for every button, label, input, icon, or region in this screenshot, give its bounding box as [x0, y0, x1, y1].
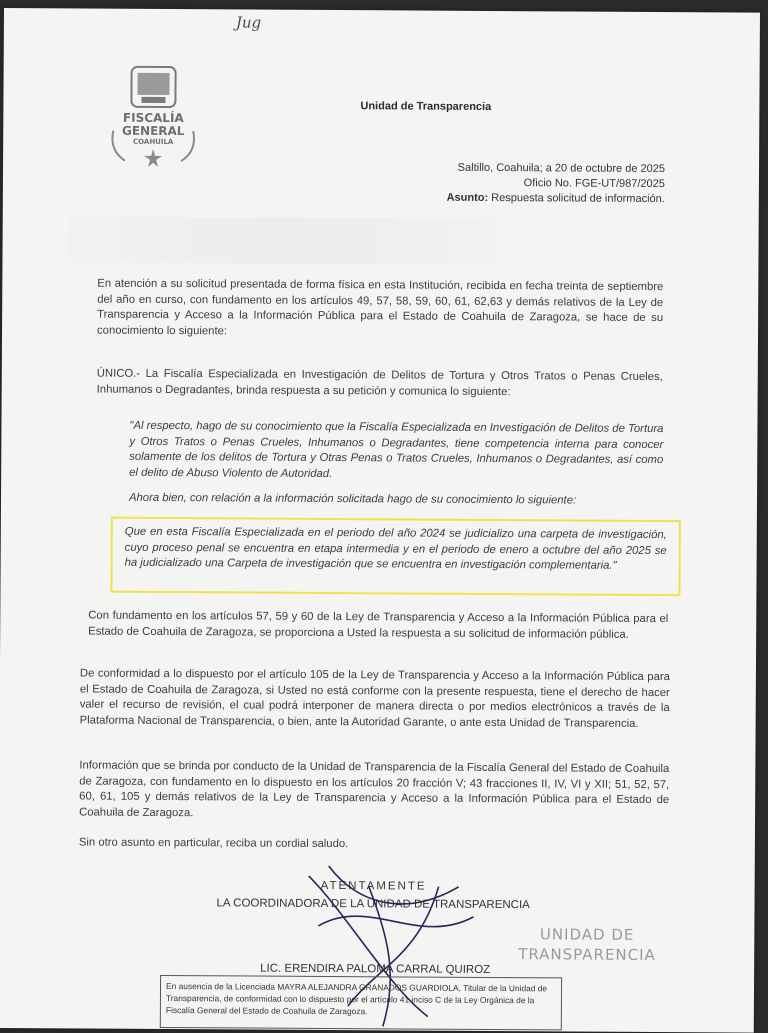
logo-line-3: COAHUILA	[132, 137, 174, 147]
intro-paragraph: En atención a su solicitud presentada de forma física en esta Institución, recibida en fecha treinta de septiembre del año en curso, con fundamento en los artículos 49, 57, 58, 59, 60, 61, 62,63 y demás relativos de la Ley de Transparencia y Acceso a la Información Pública para el Estado de Coahuila de Zaragoza, se hace de su conocimiento lo siguiente:	[96, 277, 664, 337]
redacted-area	[67, 216, 497, 265]
quote-intro: Ahora bien, con relación a la información solicitada hago de su conocimiento lo siguiente:	[128, 491, 577, 507]
signer-name: LIC. ERENDIRA PALOMA CARRAL QUIROZ	[260, 962, 491, 976]
quote-answer: Que en esta Fiscalía Especializada en el periodo del año 2024 se judicializo una carpeta de investigación, cuyo proceso penal se encuentra en etapa intermedia y en el periodo de enero a octubre del año 2025 se ha judicializado una Carpeta de investigación que se encuentra en investigación complementaria."	[124, 525, 667, 572]
unico-paragraph: ÚNICO.- La Fiscalía Especializada en Investigación de Delitos de Tortura y Otros Tratos o Penas Crueles, Inhumanos o Degradantes, brinda respuesta a su petición y comunica lo siguiente:	[96, 367, 663, 398]
logo-line-2: GENERAL	[121, 123, 185, 139]
fiscalia-logo	[103, 61, 204, 172]
closing-word: ATENTAMENTE	[320, 879, 427, 893]
closing-paragraph: Sin otro asunto en particular, reciba un cordial saludo.	[78, 836, 349, 851]
quote-competencia: "Al respecto, hago de su conocimiento que la Fiscalía Especializada en Investigación de Delitos de Tortura y Otros Tratos o Penas Crueles, Inhumanos o Degradantes, tiene competencia interna para conocer solamente de los delitos de Tortura y Otras Penas o Tratos Crueles, Inhumanos o Degradantes, así como el delito de Abuso Violento de Autoridad.	[129, 419, 664, 480]
oficio-number: Oficio No. FGE-UT/987/2025	[523, 177, 665, 191]
handwritten-note: Jug	[235, 13, 262, 32]
stamp-line-2: TRANSPARENCIA	[518, 945, 656, 964]
stamp-line-1: UNIDAD DE	[539, 925, 635, 944]
logo-line-1: FISCALÍA	[122, 110, 184, 126]
document-meta	[413, 161, 665, 208]
signer-role: LA COORDINADORA DE LA UNIDAD DE TRANSPARENCIA	[216, 897, 530, 912]
unit-title: Unidad de Transparencia	[360, 100, 492, 113]
unidad-stamp	[518, 924, 656, 965]
asunto-line	[413, 191, 665, 208]
informacion-paragraph: Información que se brinda por conducto de la Unidad de Transparencia de la Fiscalía General del Estado de Coahuila de Zaragoza, con fundamento en lo dispuesto en los artículos 20 fracción V; 43 fracciones II, IV, VI y XII; 51, 52, 57, 60, 61, 105 y demás relativos de la Ley de Transparencia y Acceso a la Información Pública para el Estado de Coahuila de Zaragoza.	[79, 759, 670, 819]
document-page	[0, 8, 760, 1033]
fundamento-paragraph: Con fundamento en los artículos 57, 59 y 60 de la Ley de Transparencia y Acceso a la Información Pública para el Estado de Coahuila de Zaragoza, se proporciona a Usted la respuesta a su solicitud de información pública.	[88, 609, 669, 641]
footnote-text: En ausencia de la Licenciada MAYRA ALEJANDRA GRANADOS GUARDIOLA, Titular de la Unidad de Transparencia, de conformidad con lo dispuesto por el artículo 41 inciso C de la Ley Orgánica de la Fiscalía General del Estado de Coahuila de Zaragoza.	[165, 981, 548, 1017]
asunto-value: Respuesta solicitud de información.	[491, 191, 665, 206]
asunto-label: Asunto:	[446, 191, 489, 204]
recurso-paragraph: De conformidad a lo dispuesto por el artículo 105 de la Ley de Transparencia y Acceso a la Información Pública para el Estado de Coahuila de Zaragoza, si Usted no está conforme con la presente respuesta, tiene el derecho de hacer valer el recurso de revisión, el cual podrá interponer de manera directa o por medios electrónicos a través de la Plataforma Nacional de Transparencia, o bien, ante la Autoridad Garante, o ante esta Unidad de Transparencia.	[79, 667, 670, 730]
place-date: Saltillo, Coahuila; a 20 de octubre de 2025	[457, 161, 666, 176]
